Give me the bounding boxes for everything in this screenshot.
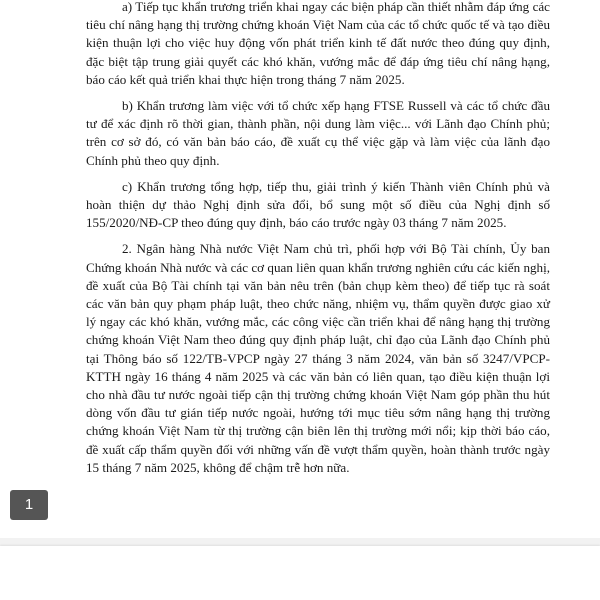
document-body (86, 0, 550, 483)
next-page (0, 546, 600, 600)
paragraph-2: 2. Ngân hàng Nhà nước Việt Nam chủ trì, phối hợp với Bộ Tài chính, Ủy ban Chứng khoán Nhà nước và các cơ quan liên quan khẩn trương nghiên cứu các kiến nghị, đề xuất của Bộ Tài chính tại văn bản nêu trên (bản chụp kèm theo) để tiếp tục rà soát các văn bản quy phạm pháp luật, theo chức năng, nhiệm vụ, thẩm quyền được giao xử lý ngay các khó khăn, vướng mắc, các công việc cần triển khai để nâng hạng thị trường chứng khoán Việt Nam theo đúng quy định pháp luật, chỉ đạo của Lãnh đạo Chính phủ tại Thông báo số 122/TB-VPCP ngày 27 tháng 3 năm 2024, văn bản số 3247/VPCP-KTTH ngày 16 tháng 4 năm 2025 và các văn bản có liên quan, tạo điều kiện thuận lợi cho nhà đầu tư nước ngoài tiếp cận thị trường chứng khoán Việt Nam góp phần thu hút dòng vốn đầu tư gián tiếp nước ngoài, hướng tới mục tiêu sớm nâng hạng thị trường chứng khoán Việt Nam từ thị trường cận biên lên thị trường mới nổi; kịp thời báo cáo, đề xuất cấp thẩm quyền đối với những vấn đề vượt thẩm quyền, hoàn thành trước ngày 15 tháng 7 năm 2025, không để chậm trễ hơn nữa. (86, 241, 550, 475)
page-number-badge[interactable]: 1 (10, 490, 48, 520)
paragraph-c: c) Khẩn trương tổng hợp, tiếp thu, giải trình ý kiến Thành viên Chính phủ và hoàn thiện dự thảo Nghị định sửa đổi, bổ sung một số điều của Nghị định số 155/2020/NĐ-CP theo đúng quy định, báo cáo trước ngày 03 tháng 7 năm 2025. (86, 178, 550, 231)
paragraph-b: b) Khẩn trương làm việc với tổ chức xếp hạng FTSE Russell và các tổ chức đầu tư để xác định rõ thời gian, thành phần, nội dung làm việc... với Lãnh đạo Chính phủ; trên cơ sở đó, có văn bản báo cáo, đề xuất cụ thể việc gặp và làm việc của lãnh đạo Chính phủ theo quy định. (86, 98, 550, 168)
paragraph-a: a) Tiếp tục khẩn trương triển khai ngay các biện pháp cần thiết nhằm đáp ứng các tiêu chí nâng hạng thị trường chứng khoán Việt Nam của các tổ chức quốc tế và tạo điều kiện thuận lợi cho việc huy động vốn phát triển kinh tế đất nước theo đúng quy định, đặc biệt tập trung giải quyết các khó khăn, vướng mắc để đáp ứng tiêu chí nâng hạng, báo cáo kết quả triển khai thực hiện trong tháng 7 năm 2025. (86, 0, 550, 87)
